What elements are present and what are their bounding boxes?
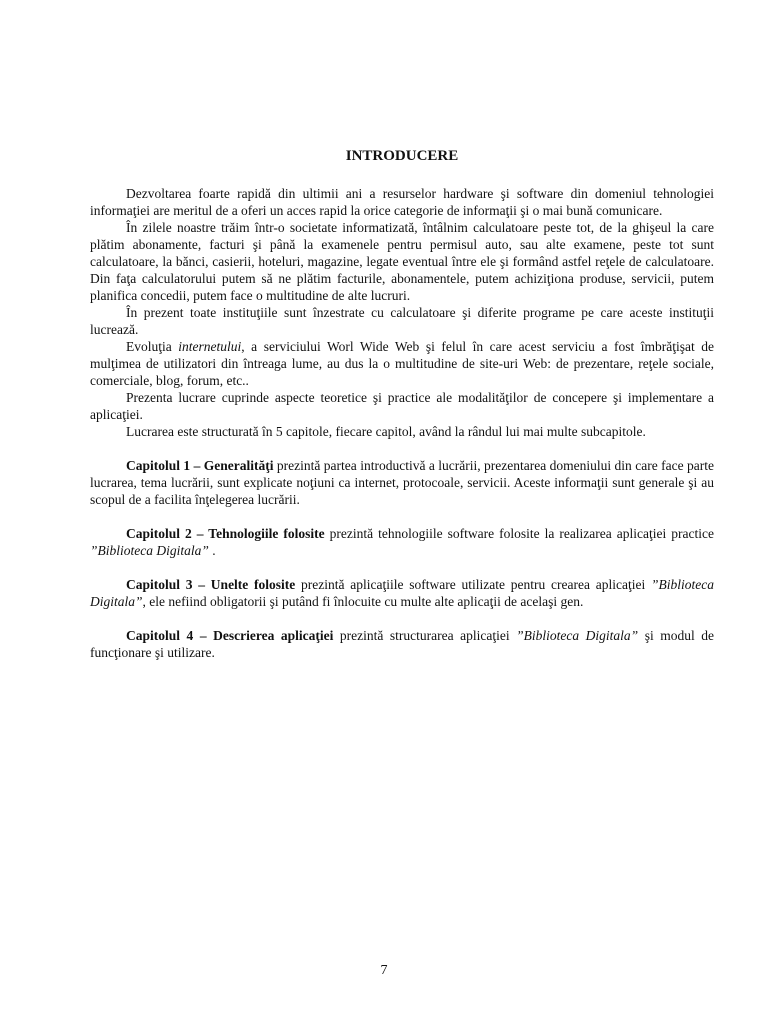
document-page (90, 148, 714, 678)
chapter-4-app-name: ”Biblioteca Digitala” (516, 628, 639, 643)
chapter-2-heading: Capitolul 2 – Tehnologiile folosite (126, 526, 325, 541)
chapter-2-app-name: ”Biblioteca Digitala” (90, 543, 209, 558)
paragraph-4-italic: internetului (178, 339, 242, 354)
paragraph-3: În prezent toate instituţiile sunt înzestrate cu calculatoare şi diferite programe pe care aceste instituţii lucrează. (90, 305, 714, 337)
paragraph-4-after: , a serviciului Worl Wide Web şi felul în care acest serviciu a fost îmbrăţişat de mulţimea de utilizatori din întreaga lume, au dus la o multitudine de site-uri Web: de prezentare, reţele sociale, comerciale, blog, forum, etc.. (90, 339, 714, 388)
chapter-4-after: şi modul de funcţionare şi utilizare. (90, 628, 715, 660)
chapter-3-text: prezintă aplicaţiile software utilizate pentru crearea aplicaţiei (295, 577, 651, 592)
chapter-3-summary (90, 576, 714, 610)
chapter-1-text: prezintă partea introductivă a lucrării, prezentarea domeniului din care face parte lucrarea, tema lucrării, sunt explicate noţiuni ca internet, protocoale, servicii. Aceste informaţii sunt generale şi au scopul de a facilita înţelegerea lucrării. (90, 458, 714, 507)
chapter-4-text: prezintă structurarea aplicaţiei (333, 628, 517, 643)
paragraph-6: Lucrarea este structurată în 5 capitole, fiecare capitol, având la rândul lui mai multe subcapitole. (126, 424, 646, 439)
paragraph-5: Prezenta lucrare cuprinde aspecte teoretice şi practice ale modalităţilor de concepere şi implementare a aplicaţiei. (90, 390, 714, 422)
chapter-2-after: . (208, 543, 216, 558)
paragraph-4 (90, 338, 714, 389)
chapter-1-heading: Capitolul 1 – Generalităţi (126, 458, 274, 473)
chapter-4-heading: Capitolul 4 – Descrierea aplicaţiei (126, 628, 334, 643)
chapter-3-heading: Capitolul 3 – Unelte folosite (126, 577, 296, 592)
paragraph-1: Dezvoltarea foarte rapidă din ultimii ani a resurselor hardware şi software din domeniul tehnologiei informaţiei are meritul de a oferi un acces rapid la orice categorie de informaţii şi o mai bună comunicare. (90, 186, 714, 218)
paragraph-2: În zilele noastre trăim într-o societate informatizată, întâlnim calculatoare peste tot, de la ghişeul la care plătim abonamente, facturi şi până la examenele pentru permisul auto, sau alte examene, peste tot sunt calculatoare, la bănci, casierii, hoteluri, magazine, legate eventual între ele şi formând astfel reţele de calculatoare. Din faţa calculatorului putem să ne plătim facturile, abonamentele, putem achiziţiona produse, servicii, putem planifica concedii, putem face o multitudine de alte lucruri. (90, 220, 714, 303)
chapter-1-summary (90, 457, 714, 508)
chapter-4-summary (90, 627, 714, 661)
chapter-3-app-name: ”Biblioteca Digitala” (90, 577, 714, 609)
chapter-2-text: prezintă tehnologiile software folosite la realizarea aplicaţiei practice (324, 526, 714, 541)
page-title: INTRODUCERE (345, 148, 459, 164)
paragraph-4-before: Evoluţia (126, 339, 179, 354)
chapter-3-after: , ele nefiind obligatorii şi putând fi înlocuite cu multe alte aplicaţii de acelaşi gen. (142, 594, 584, 609)
chapter-2-summary (90, 525, 714, 559)
page-number: 7 (380, 963, 388, 978)
